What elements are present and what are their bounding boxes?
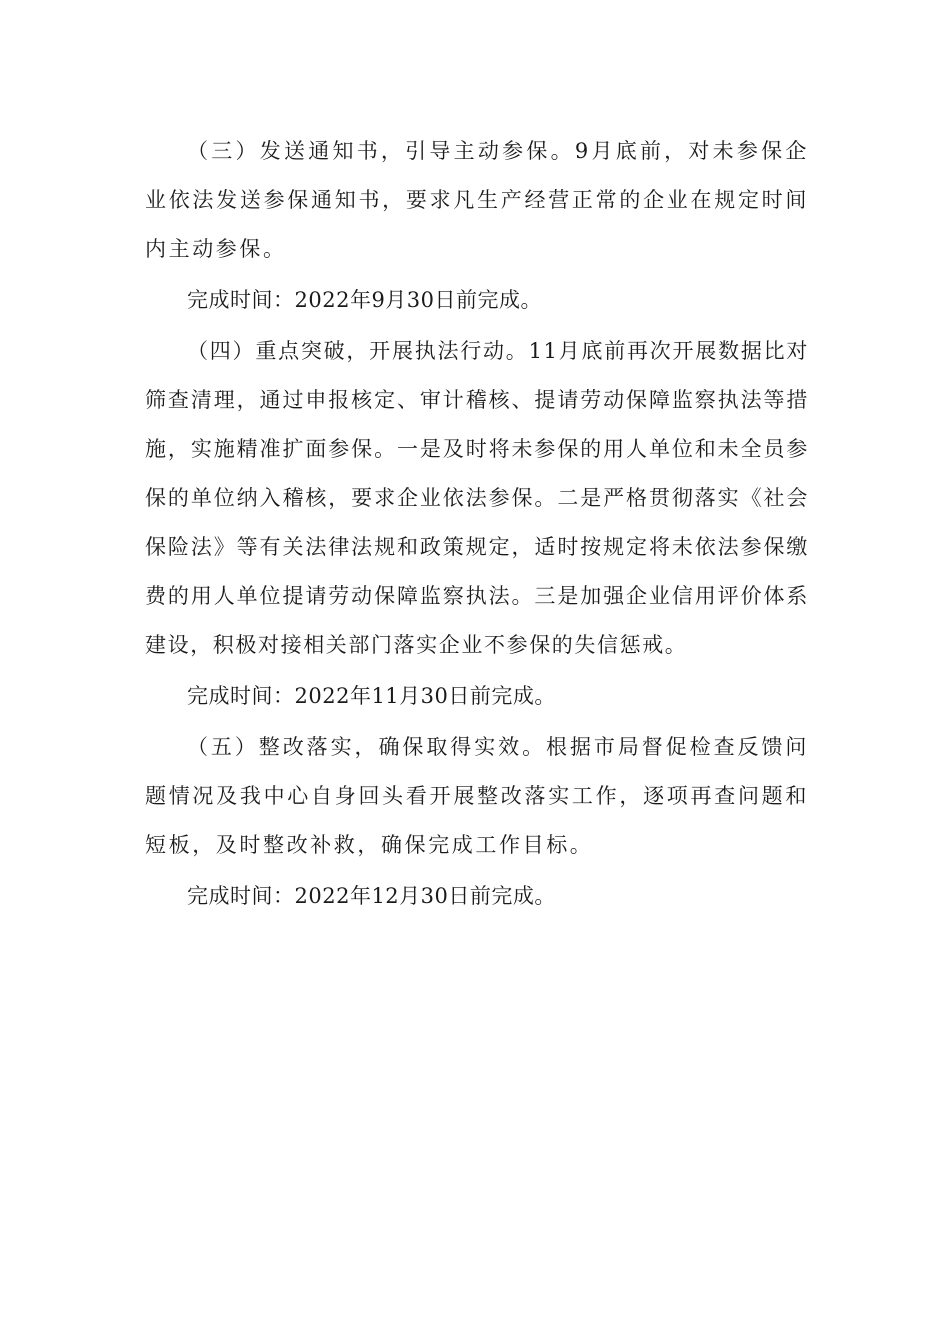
section-four-deadline: 完成时间：2022年11月30日前完成。 — [187, 684, 556, 708]
section-five-paragraph: （五）整改落实，确保取得实效。根据市局督促检查反馈问题情况及我中心自身回头看开展整改落实工作，逐项再查问题和短板，及时整改补救，确保完成工作目标。 — [145, 735, 809, 857]
section-three-deadline: 完成时间：2022年9月30日前完成。 — [187, 288, 543, 312]
document-body — [145, 127, 809, 923]
section-five-deadline: 完成时间：2022年12月30日前完成。 — [187, 884, 556, 908]
section-four-paragraph: （四）重点突破，开展执法行动。11月底前再次开展数据比对筛查清理，通过申报核定、审计稽核、提请劳动保障监察执法等措施，实施精准扩面参保。一是及时将未参保的用人单位和未全员参保的单位纳入稽核，要求企业依法参保。二是严格贯彻落实《社会保险法》等有关法律法规和政策规定，适时按规定将未依法参保缴费的用人单位提请劳动保障监察执法。三是加强企业信用评价体系建设，积极对接相关部门落实企业不参保的失信惩戒。 — [145, 339, 809, 657]
section-three-paragraph: （三）发送通知书，引导主动参保。9月底前，对未参保企业依法发送参保通知书，要求凡生产经营正常的企业在规定时间内主动参保。 — [145, 139, 809, 261]
